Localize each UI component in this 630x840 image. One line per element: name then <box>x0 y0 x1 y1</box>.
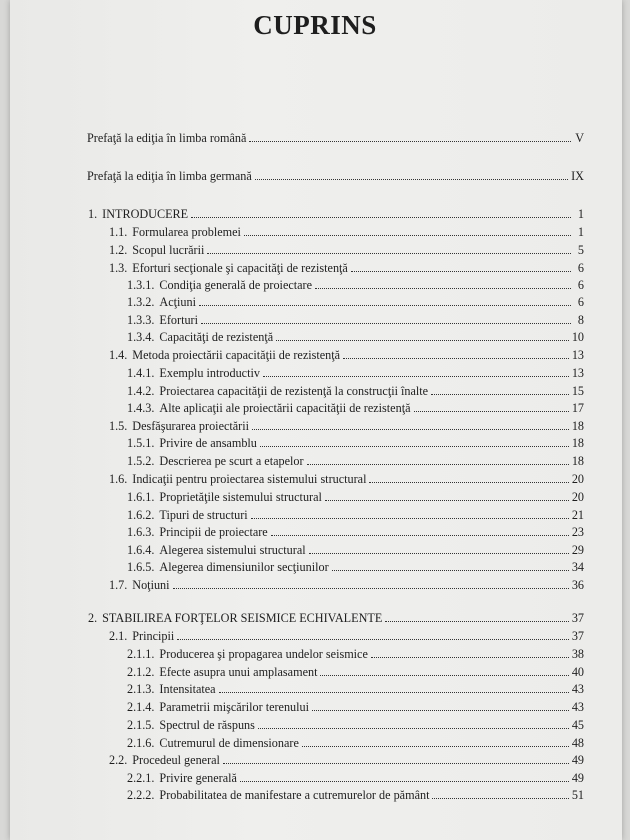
page-number: 18 <box>571 419 584 433</box>
page-number: 13 <box>571 366 584 380</box>
section-number: 2.1.4. <box>127 700 155 714</box>
toc-entry <box>127 489 584 504</box>
dot-leader <box>201 323 571 324</box>
section-number: 1.5.2. <box>127 454 155 468</box>
dot-leader <box>249 141 571 142</box>
page-number: 49 <box>571 753 584 767</box>
page-number: 1 <box>577 207 584 221</box>
toc-entry <box>127 559 584 574</box>
section-number: 1.4.3. <box>127 401 155 415</box>
section-title: Alegerea sistemului structural <box>159 543 306 557</box>
section-title: STABILIREA FORŢELOR SEISMICE ECHIVALENTE <box>102 611 383 625</box>
section-title: Privire generală <box>159 771 237 785</box>
section-number: 1.2. <box>109 243 128 257</box>
page-number: 51 <box>571 788 584 802</box>
section-title: Alegerea dimensiunilor secţiunilor <box>159 560 329 574</box>
dot-leader <box>307 464 569 465</box>
section-title: Eforturi secţionale şi capacităţi de rezistenţă <box>132 261 348 275</box>
section-title: Prefaţă la ediţia în limba germană <box>87 169 252 183</box>
section-number: 1.4.2. <box>127 384 155 398</box>
toc-entry <box>127 542 584 557</box>
page-number: 20 <box>571 472 584 486</box>
dot-leader <box>258 728 569 729</box>
page-number: 38 <box>571 647 584 661</box>
toc-entry <box>127 277 584 292</box>
section-number: 1.6.5. <box>127 560 155 574</box>
section-number: 1.1. <box>109 225 128 239</box>
page-number: 6 <box>577 295 584 309</box>
toc-entry <box>127 735 584 750</box>
section-title: Prefaţă la ediţia în limba română <box>87 131 247 145</box>
dot-leader <box>431 394 569 395</box>
toc-entry <box>109 260 584 275</box>
page-number: 37 <box>571 629 584 643</box>
page-number: 40 <box>571 665 584 679</box>
section-title: Acţiuni <box>159 295 196 309</box>
page-number: 6 <box>577 278 584 292</box>
section-number: 1.5.1. <box>127 436 155 450</box>
toc-entry <box>109 471 584 486</box>
section-title: Efecte asupra unui amplasament <box>159 665 318 679</box>
section-number: 1.6. <box>109 472 128 486</box>
section-number: 1.3.4. <box>127 330 155 344</box>
dot-leader <box>325 500 569 501</box>
toc-entry <box>127 717 584 732</box>
section-number: 1.3.2. <box>127 295 155 309</box>
dot-leader <box>315 288 571 289</box>
toc-entry <box>127 787 584 802</box>
toc-entry <box>87 168 584 183</box>
toc-entry <box>127 365 584 380</box>
toc-entry <box>127 770 584 785</box>
toc-entry <box>127 294 584 309</box>
section-title: Procedeul general <box>132 753 220 767</box>
dot-leader <box>244 235 571 236</box>
page-number: 37 <box>571 611 584 625</box>
page-number: 20 <box>571 490 584 504</box>
section-number: 2.1.3. <box>127 682 155 696</box>
section-number: 1.6.3. <box>127 525 155 539</box>
toc-entry <box>109 224 584 239</box>
page-title: CUPRINS <box>253 10 377 40</box>
toc-entry <box>127 400 584 415</box>
dot-leader <box>177 639 569 640</box>
dot-leader <box>414 411 569 412</box>
toc-entry <box>109 752 584 767</box>
toc-entry <box>127 681 584 696</box>
toc-entry <box>127 383 584 398</box>
dot-leader <box>371 657 569 658</box>
page-number: 13 <box>571 348 584 362</box>
dot-leader <box>332 570 569 571</box>
section-title: Descrierea pe scurt a etapelor <box>159 454 304 468</box>
section-title: Desfăşurarea proiectării <box>132 419 250 433</box>
section-title: Eforturi <box>159 313 199 327</box>
toc-entry <box>127 453 584 468</box>
section-title: Capacităţi de rezistenţă <box>159 330 274 344</box>
toc-entry <box>127 699 584 714</box>
section-title: Noţiuni <box>132 578 170 592</box>
section-title: Principii <box>132 629 175 643</box>
dot-leader <box>199 305 571 306</box>
page-number: 21 <box>571 508 584 522</box>
section-number: 2.1.2. <box>127 665 155 679</box>
section-number: 1.3. <box>109 261 128 275</box>
section-number: 2.2.1. <box>127 771 155 785</box>
section-title: Metoda proiectării capacităţii de rezistenţă <box>132 348 341 362</box>
page-number: 15 <box>571 384 584 398</box>
dot-leader <box>251 518 569 519</box>
toc-entry <box>127 664 584 679</box>
page-number: 34 <box>571 560 584 574</box>
section-title: Scopul lucrării <box>132 243 205 257</box>
page-number: IX <box>571 169 584 183</box>
page-number: 6 <box>577 261 584 275</box>
dot-leader <box>309 553 569 554</box>
toc-entry <box>127 435 584 450</box>
section-number: 1.6.4. <box>127 543 155 557</box>
page-number: 8 <box>577 313 584 327</box>
page-number: 49 <box>571 771 584 785</box>
dot-leader <box>260 446 569 447</box>
toc-entry <box>127 312 584 327</box>
toc-entry <box>109 577 584 592</box>
dot-leader <box>263 376 569 377</box>
section-number: 2.1. <box>109 629 128 643</box>
section-number: 1.4.1. <box>127 366 155 380</box>
section-title: Formularea problemei <box>132 225 241 239</box>
dot-leader <box>173 588 569 589</box>
toc-entry <box>109 418 584 433</box>
toc-entry <box>127 646 584 661</box>
section-number: 1.6.2. <box>127 508 155 522</box>
section-number: 1.3.1. <box>127 278 155 292</box>
toc-entry <box>127 507 584 522</box>
page-number: 36 <box>571 578 584 592</box>
dot-leader <box>385 621 569 622</box>
section-title: Intensitatea <box>159 682 216 696</box>
section-title: Privire de ansamblu <box>159 436 257 450</box>
dot-leader <box>351 271 571 272</box>
page-number: 45 <box>571 718 584 732</box>
page-number: 18 <box>571 454 584 468</box>
dot-leader <box>369 482 568 483</box>
toc-entry <box>109 242 584 257</box>
dot-leader <box>312 710 569 711</box>
section-number: 1.4. <box>109 348 128 362</box>
dot-leader <box>191 217 571 218</box>
page-number: 48 <box>571 736 584 750</box>
section-number: 1.6.1. <box>127 490 155 504</box>
dot-leader <box>271 535 569 536</box>
toc-entry <box>127 524 584 539</box>
section-title: Producerea şi propagarea undelor seismice <box>159 647 368 661</box>
section-title: Cutremurul de dimensionare <box>159 736 299 750</box>
toc-chapter <box>88 206 584 221</box>
section-title: Probabilitatea de manifestare a cutremurelor de pământ <box>159 788 430 802</box>
section-title: Condiţia generală de proiectare <box>159 278 313 292</box>
dot-leader <box>255 179 568 180</box>
section-title: Proiectarea capacităţii de rezistenţă la construcţii înalte <box>159 384 429 398</box>
section-number: 1.5. <box>109 419 128 433</box>
toc-entry <box>127 329 584 344</box>
section-number: 1.3.3. <box>127 313 155 327</box>
dot-leader <box>252 429 569 430</box>
toc-entry <box>109 347 584 362</box>
dot-leader <box>302 746 569 747</box>
section-title: Parametrii mişcărilor terenului <box>159 700 310 714</box>
toc-entry <box>87 130 584 145</box>
section-title: Principii de proiectare <box>159 525 268 539</box>
dot-leader <box>219 692 569 693</box>
page-number: 1 <box>577 225 584 239</box>
dot-leader <box>240 781 569 782</box>
section-number: 2.1.1. <box>127 647 155 661</box>
page-number: 23 <box>571 525 584 539</box>
section-title: Tipuri de structuri <box>159 508 248 522</box>
section-title: Exemplu introductiv <box>159 366 260 380</box>
dot-leader <box>207 253 571 254</box>
section-title: Indicaţii pentru proiectarea sistemului structural <box>132 472 367 486</box>
dot-leader <box>432 798 568 799</box>
section-number: 2.1.5. <box>127 718 155 732</box>
section-title: Alte aplicaţii ale proiectării capacităţii de rezistenţă <box>159 401 411 415</box>
page-number: 5 <box>577 243 584 257</box>
page-number: 43 <box>571 682 584 696</box>
page-number: 17 <box>571 401 584 415</box>
dot-leader <box>276 340 569 341</box>
dot-leader <box>320 675 568 676</box>
page-number: 43 <box>571 700 584 714</box>
section-number: 2.2. <box>109 753 128 767</box>
section-number: 1.7. <box>109 578 128 592</box>
dot-leader <box>223 763 569 764</box>
page-number: 29 <box>571 543 584 557</box>
section-title: Proprietăţile sistemului structural <box>159 490 322 504</box>
section-number: 1. <box>88 207 98 221</box>
page-number: V <box>575 131 584 145</box>
section-title: INTRODUCERE <box>102 207 189 221</box>
page-number: 10 <box>571 330 584 344</box>
section-title: Spectrul de răspuns <box>159 718 255 732</box>
dot-leader <box>343 358 569 359</box>
section-number: 2. <box>88 611 98 625</box>
section-number: 2.1.6. <box>127 736 155 750</box>
section-number: 2.2.2. <box>127 788 155 802</box>
toc-entry <box>109 628 584 643</box>
toc-chapter <box>88 610 584 625</box>
page-number: 18 <box>571 436 584 450</box>
